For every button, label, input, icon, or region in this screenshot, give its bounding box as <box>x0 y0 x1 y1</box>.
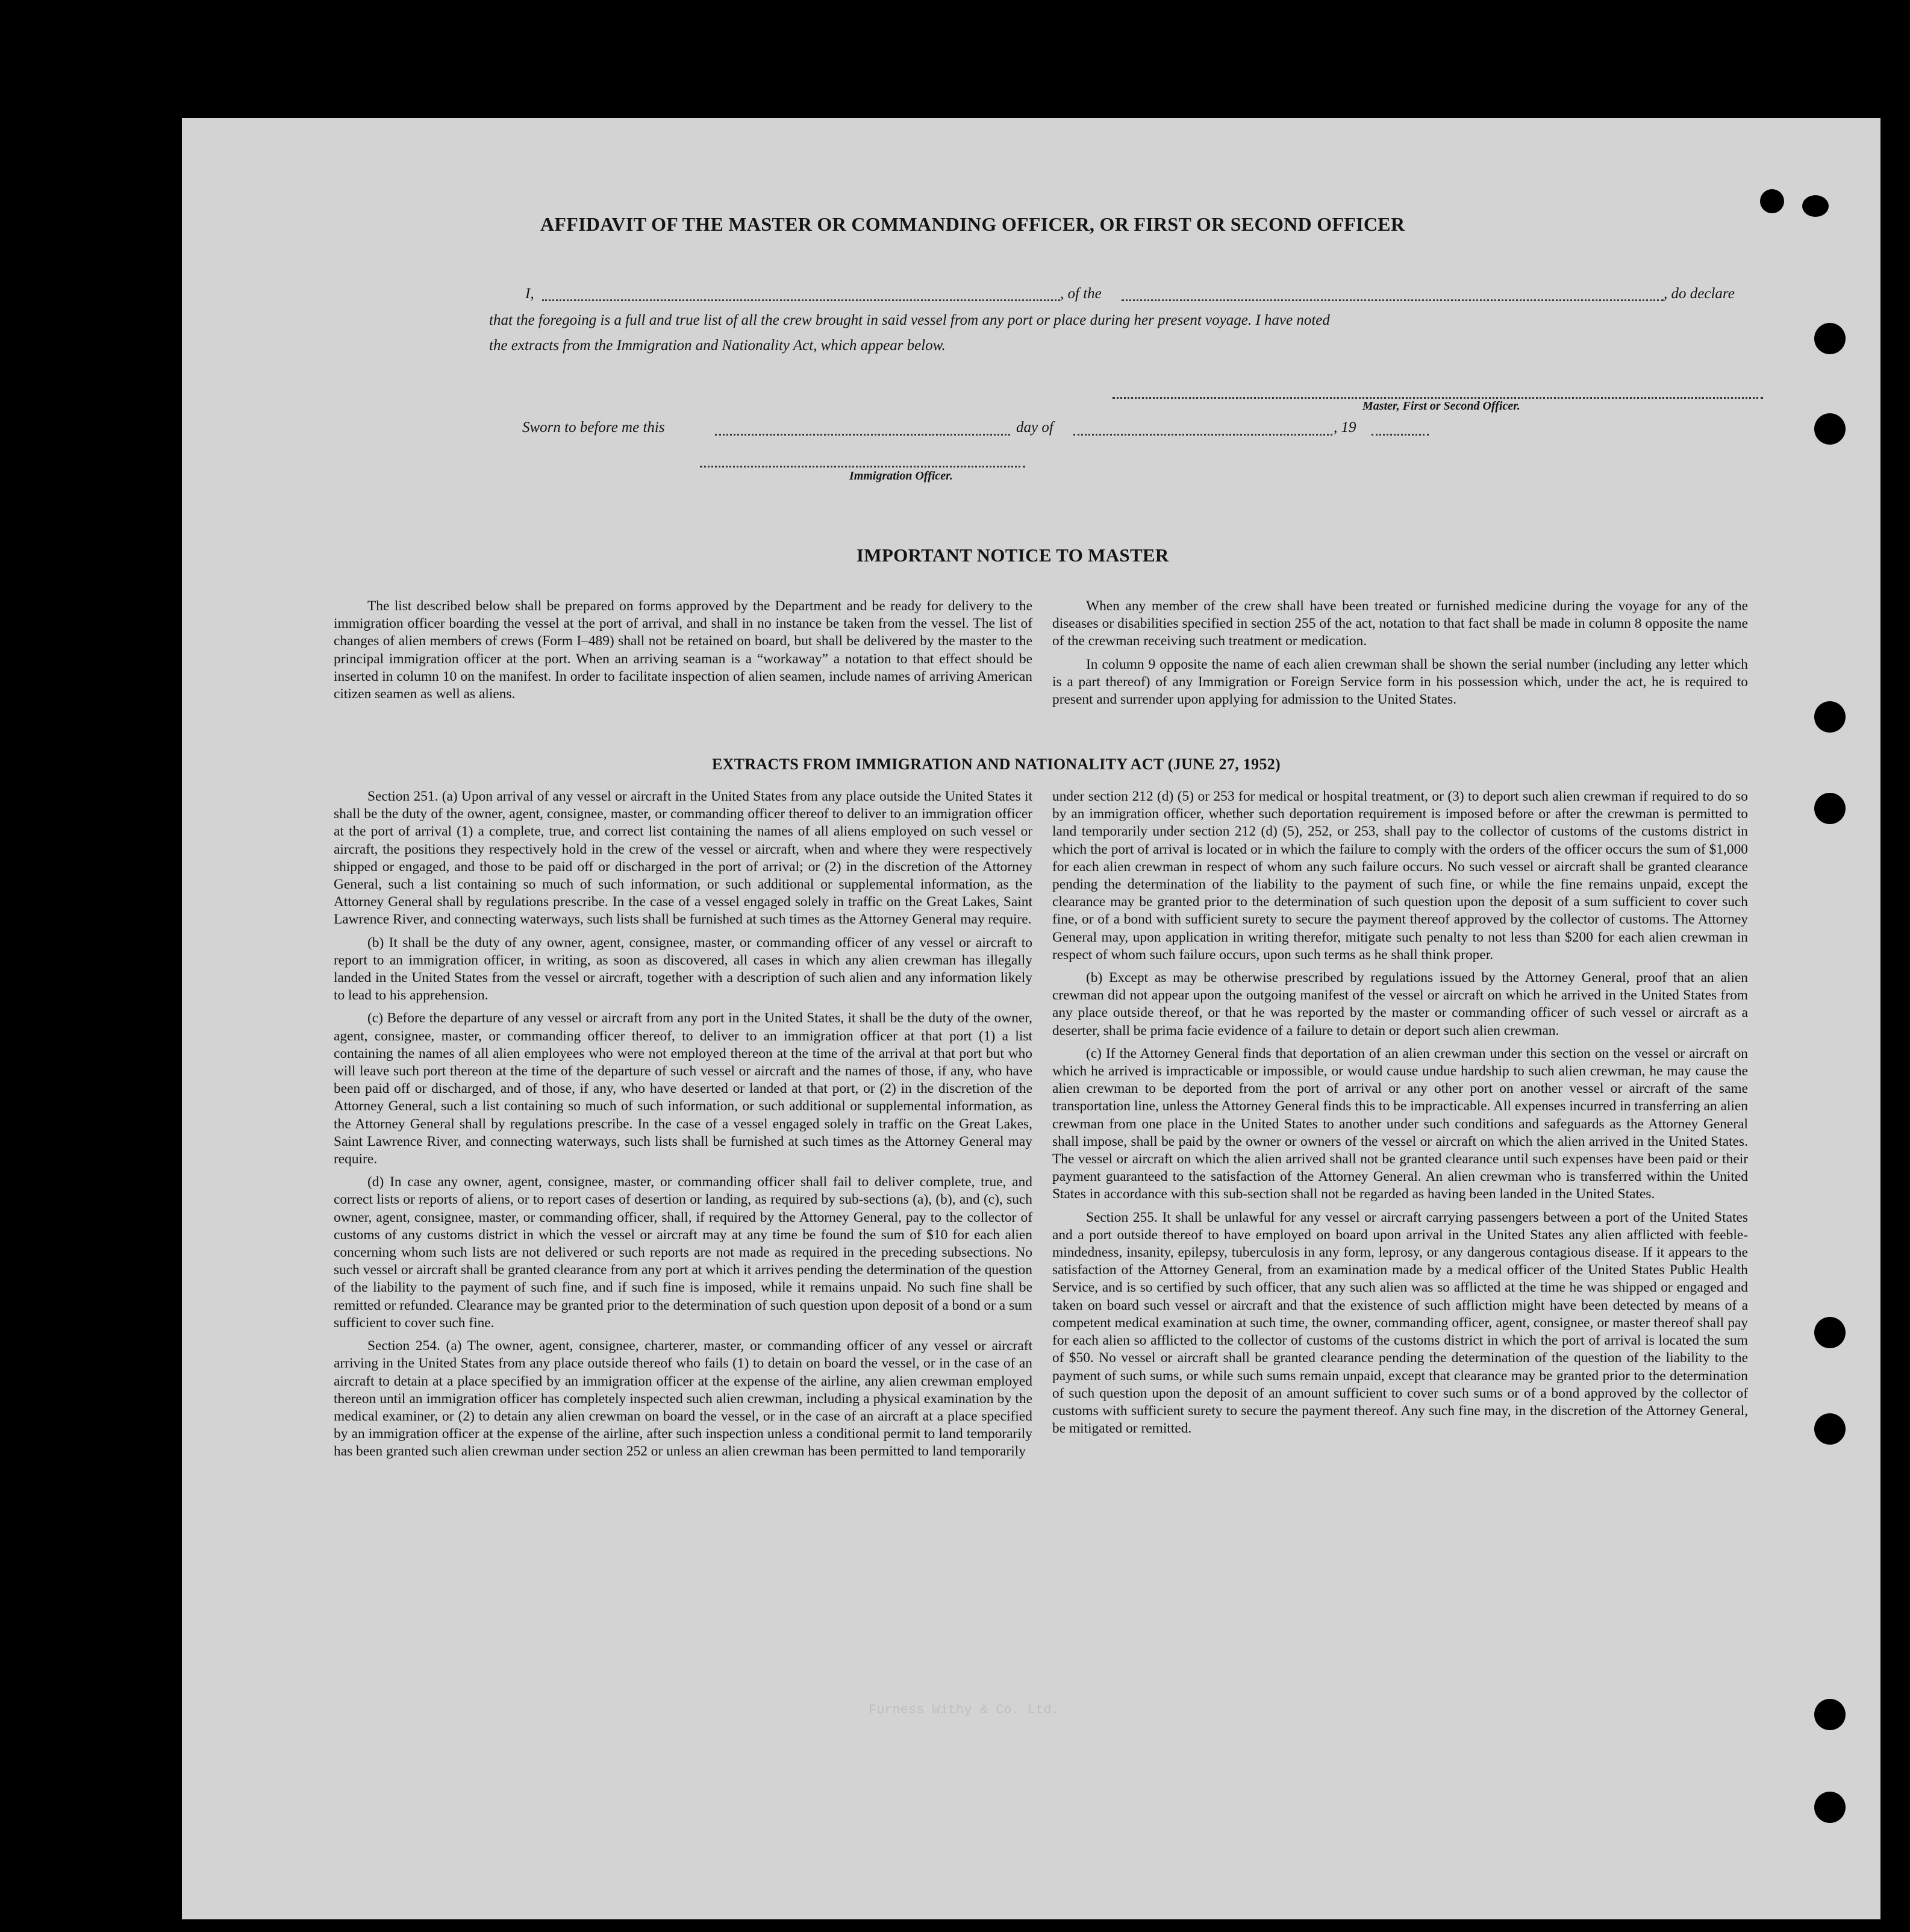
binder-hole <box>1814 1792 1846 1823</box>
binder-hole <box>1814 701 1846 733</box>
extracts-heading: EXTRACTS FROM IMMIGRATION AND NATIONALITY ACT (JUNE 27, 1952) <box>712 755 1281 773</box>
sworn-label: Sworn to before me this <box>522 419 665 436</box>
section-251-a: Section 251. (a) Upon arrival of any vessel or aircraft in the United States from any place outside the United States it shall be the duty of the owner, agent, consignee, master, or commanding officer thereof to deliver to an immigration officer at the port of arrival (1) a complete, true, and correct list containing the names of all aliens employed on such vessel or aircraft, the positions they respectively hold in the crew of the vessel or aircraft, when and where they were respectively shipped or engaged, and those to be paid off or discharged in the port of arrival; or (2) in the discretion of the Attorney General, such a list containing so much of such information, or such additional or supplemental information, as the Attorney General shall by regulations prescribe. In the case of a vessel engaged solely in traffic on the Great Lakes, Saint Lawrence River, and connecting waterways, such lists shall be furnished at such times as the Attorney General may require. <box>334 789 1032 928</box>
binder-hole <box>1814 1317 1846 1348</box>
year-label: , 19 <box>1334 419 1356 436</box>
ink-blot <box>1802 195 1829 217</box>
i-label: I, <box>525 286 534 302</box>
binder-hole <box>1814 413 1846 445</box>
do-declare-label: , do declare <box>1664 286 1735 302</box>
section-254-b: (b) Except as may be otherwise prescribed by regulations issued by the Attorney General, proof that an alien crewman did not appear upon the outgoing manifest of the vessel or aircraft on which he arrived in the United States from any place outside thereof, or that he was reported by the master or commanding officer of such vessel or aircraft as a deserter, shall be prima facie evidence of a failure to detain or deport such alien crewman. <box>1052 970 1748 1039</box>
sworn-day-line <box>715 434 1010 436</box>
section-254-a-continued: under section 212 (d) (5) or 253 for medical or hospital treatment, or (3) to deport such alien crewman if required to do so by an immigration officer, whether such deportation requirement is imposed before or after the crewman is permitted to land temporarily under section 212 (d) (5), 252, or 253, shall pay to the collector of customs of the customs district in which the port of arrival is located or in which the failure to comply with the orders of the officer occurs the sum of $1,000 for each alien crewman in respect of whom any such failure occurs. No such vessel or aircraft shall be granted clearance pending the determination of the liability to the payment of such fine, or while the fine remains unpaid, except the clearance may be granted prior to the determination of such question upon the deposit of a sum sufficient to cover such fine, or of a bond with sufficient surety to secure the payment thereof approved by the collector of customs. The Attorney General may, upon application in writing therefor, mitigate such penalty to not less than $200 for each alien crewman in respect of whom such failure occurs, upon such terms as he shall think proper. <box>1052 789 1748 963</box>
binder-hole <box>1814 793 1846 824</box>
vessel-line <box>1122 299 1664 301</box>
section-254-a: Section 254. (a) The owner, agent, consignee, charterer, master, or commanding officer of any vessel or aircraft arriving in the United States from any place outside thereof who fails (1) to detain on board the vessel, or in the case of an aircraft to detain at a place specified by an immigration officer at the expense of the airline, any alien crewman employed thereon until an immigration officer has completely inspected such alien crewman, including a physical examination by the medical examiner, or (2) to detain any alien crewman on board the vessel, or in the case of an aircraft at a place specified by an immigration officer at the expense of the airline, after such inspection unless a conditional permit to land temporarily has been granted such alien crewman under section 252 or unless an alien crewman has been permitted to land temporarily <box>334 1338 1032 1460</box>
officer-caption: Immigration Officer. <box>849 469 953 483</box>
notice-left-column <box>334 598 1032 708</box>
binder-hole <box>1814 1699 1846 1730</box>
form-sheet <box>182 118 1880 1919</box>
bleed-through-text: Furness Withy & Co. Ltd. <box>869 1702 1060 1718</box>
binder-hole <box>1814 323 1846 354</box>
day-of-label: day of <box>1016 419 1053 436</box>
section-251-d: (d) In case any owner, agent, consignee, master, or commanding officer shall fail to deliver complete, true, and correct lists or reports of aliens, or to report cases of desertion or landing, as required by sub-sections (a), (b), and (c), such owner, agent, consignee, master, or commanding officer, shall, if required by the Attorney General, pay to the collector of customs of any customs district in which the vessel or aircraft may at any time be found the sum of $10 for each alien concerning whom such lists are not delivered or such reports are not made as required in the preceding subsections. No such vessel or aircraft shall be granted clearance from any port at which it arrives pending the determination of the question of the liability to the payment of such fine, and if such fine is imposed, while it remains unpaid. No such fine shall be remitted or refunded. Clearance may be granted prior to the determination of such question upon deposit of a bond or a sum sufficient to cover such fine. <box>334 1174 1032 1331</box>
ink-blot <box>1760 189 1784 213</box>
affidavit-heading: AFFIDAVIT OF THE MASTER OR COMMANDING OFFICER, OR FIRST OR SECOND OFFICER <box>540 213 1405 235</box>
notice-right-column <box>1052 598 1748 708</box>
section-251-c: (c) Before the departure of any vessel or aircraft from any port in the United States, it shall be the duty of the owner, agent, consignee, master, or commanding officer thereof, to deliver to an immigration officer at that port (1) a list containing the names of all alien employees who were not employed thereon at the time of the arrival at that port but who will leave such port thereon at the time of the departure of such vessel or aircraft and the names of those, if any, who have been paid off or discharged, and of those, if any, who have deserted or landed at that port, or (2) in the discretion of the Attorney General, such a list containing so much of such information, or such additional or supplemental information, as the Attorney General shall by regulations prescribe. In the case of a vessel engaged solely in traffic on the Great Lakes, Saint Lawrence River, and connecting waterways, such lists shall be furnished at such times as the Attorney General may require. <box>334 1010 1032 1168</box>
notice-right-paragraph-1: When any member of the crew shall have been treated or furnished medicine during the voyage for any of the diseases or disabilities specified in section 255 of the act, notation to that fact shall be made in column 8 opposite the name of the crewman receiving such treatment or medication. <box>1052 598 1748 649</box>
master-signature-line <box>1113 397 1763 399</box>
of-the-label: , of the <box>1060 286 1102 302</box>
section-255: Section 255. It shall be unlawful for any vessel or aircraft carrying passengers between a port of the United States and a port outside thereof to have employed on board upon arrival in the United States any alien afflicted with feeble-mindedness, insanity, epilepsy, tuberculosis in any form, leprosy, or any dangerous contagious disease. If it appears to the satisfaction of the Attorney General, from an examination made by a medical officer of the United States Public Health Service, and is so certified by such officer, that any such alien was so afflicted at the time he was shipped or engaged and taken on board such vessel or aircraft and that the existence of such affliction might have been detected by means of a competent medical examination at such time, the owner, commanding officer, agent, consignee, or master thereof shall pay for each alien so afflicted to the collector of customs of the customs district in which the port of arrival is located the sum of $50. No vessel or aircraft shall be granted clearance pending the determination of the question of the liability to the payment of such sums, or while such sums remain unpaid, except that clearance may be granted prior to the determination of such question upon the deposit of an amount sufficient to cover such sums or of a bond approved by the collector of customs with sufficient surety to secure the payment thereof. Any such fine may, in the discretion of the Attorney General, be mitigated or remitted. <box>1052 1209 1748 1437</box>
section-251-b: (b) It shall be the duty of any owner, agent, consignee, master, or commanding officer of any vessel or aircraft to report to an immigration officer, in writing, as soon as discovered, all cases in which any alien crewman has illegally landed in the United States from the vessel or aircraft, together with a description of such alien and any information likely to lead to his apprehension. <box>334 934 1032 1004</box>
officer-signature-line <box>700 466 1025 467</box>
sworn-month-line <box>1073 434 1332 436</box>
binder-hole <box>1814 1413 1846 1445</box>
section-254-c: (c) If the Attorney General finds that deportation of an alien crewman under this section on the vessel or aircraft on which he arrived is impracticable or impossible, or would cause undue hardship to such alien crewman, he may cause the alien crewman to be deported from the port of arrival or any other port on another vessel or aircraft of the same transportation line, unless the Attorney General finds this to be impracticable. All expenses incurred in transferring an alien crewman from one place in the United States to another under such conditions and safeguards as the Attorney General shall impose, shall be paid by the owner or owners of the vessel or aircraft on which the alien arrived in the United States. The vessel or aircraft on which the alien arrived shall not be granted clearance until such expenses have been paid or their payment guaranteed to the satisfaction of the Attorney General. An alien crewman who is transferred within the United States in accordance with this sub-section shall not be regarded as having been landed in the United States. <box>1052 1045 1748 1202</box>
name-line <box>542 299 1060 301</box>
extracts-right-column <box>1052 788 1748 1437</box>
notice-left-paragraph: The list described below shall be prepared on forms approved by the Department and be ready for delivery to the immigration officer boarding the vessel at the port of arrival, and shall in no instance be taken from the vessel. The list of changes of alien members of crews (Form I–489) shall not be retained on board, but shall be delivered by the master to the principal immigration officer at the port. When an arriving seaman is a “workaway” a notation to that effect should be inserted in column 10 on the manifest. In order to facilitate inspection of alien seamen, include names of arriving American citizen seamen as well as aliens. <box>334 598 1032 702</box>
year-line <box>1372 434 1429 436</box>
master-caption: Master, First or Second Officer. <box>1362 399 1520 413</box>
extracts-left-column <box>334 788 1032 1461</box>
statement-line-1: that the foregoing is a full and true list of all the crew brought in said vessel from any port or place during her present voyage. I have noted <box>489 312 1330 328</box>
statement-line-2: the extracts from the Immigration and Nationality Act, which appear below. <box>489 337 946 354</box>
notice-right-paragraph-2: In column 9 opposite the name of each alien crewman shall be shown the serial number (including any letter which is a part thereof) of any Immigration or Foreign Service form in his possession which, under the act, he is required to present and surrender upon applying for admission to the United States. <box>1052 656 1748 708</box>
notice-heading: IMPORTANT NOTICE TO MASTER <box>857 545 1169 566</box>
